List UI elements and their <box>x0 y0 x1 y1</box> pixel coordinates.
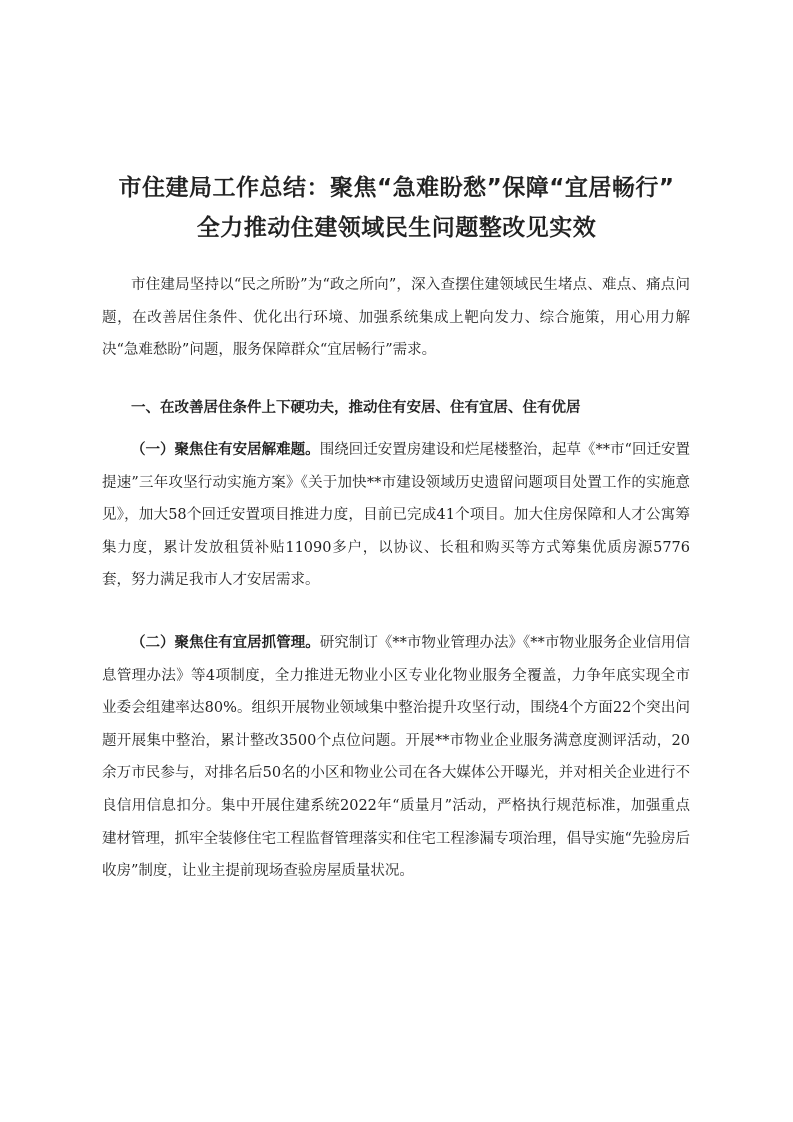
intro-paragraph: 市住建局坚持以“民之所盼”为“政之所向”，深入查摆住建领域民生堵点、难点、痛点问题，在改善居住条件、优化出行环境、加强系统集成上靶向发力、综合施策，用心用力解决“急难愁盼”问题，服务保障群众“宜居畅行”需求。 <box>102 277 690 359</box>
section-1-1-text: 围绕回迁安置房建设和烂尾楼整治，起草《**市“回迁安置提速”三年攻坚行动实施方案》《关于加快**市建设领域历史遗留问题项目处置工作的实施意见》，加大58个回迁安置项目推进力度，目前已完成41个项目。加大住房保障和人才公寓筹集力度，累计发放租赁补贴11090多户，以协议、长租和购买等方式筹集优质房源5776套，努力满足我市人才安居需求。 <box>102 442 690 589</box>
document-title-line-1: 市住建局工作总结：聚焦“急难盼愁”保障“宜居畅行” <box>118 175 675 201</box>
section-1-2-lead: （二）聚焦住有宜居抓管理。 <box>131 635 320 651</box>
section-1-heading: 一、在改善居住条件上下硬功夫，推动住有安居、住有宜居、住有优居 <box>131 400 581 416</box>
section-1-2-text: 研究制订《**市物业管理办法》《**市物业服务企业信用信息管理办法》等4项制度，全力推进无物业小区专业化物业服务全覆盖，力争年底实现全市业委会组建率达80%。组织开展物业领域集中整治提升攻坚行动，围绕4个方面22个突出问题开展集中整治，累计整改3500个点位问题。开展**市物业企业服务满意度测评活动，20余万市民参与，对排名后50名的小区和物业公司在各大媒体公开曝光，并对相关企业进行不良信用信息扣分。集中开展住建系统2022年“质量月”活动，严格执行规范标准，加强重点建材管理，抓牢全装修住宅工程监督管理落实和住宅工程渗漏专项治理，倡导实施“先验房后收房”制度，让业主提前现场查验房屋质量状况。 <box>102 635 691 880</box>
section-1-1-paragraph <box>102 434 690 597</box>
document-title-line-2: 全力推动住建领域民生问题整改见实效 <box>196 215 597 241</box>
section-1-2-paragraph <box>102 627 690 888</box>
section-1-1-lead: （一）聚焦住有安居解难题。 <box>131 442 320 458</box>
